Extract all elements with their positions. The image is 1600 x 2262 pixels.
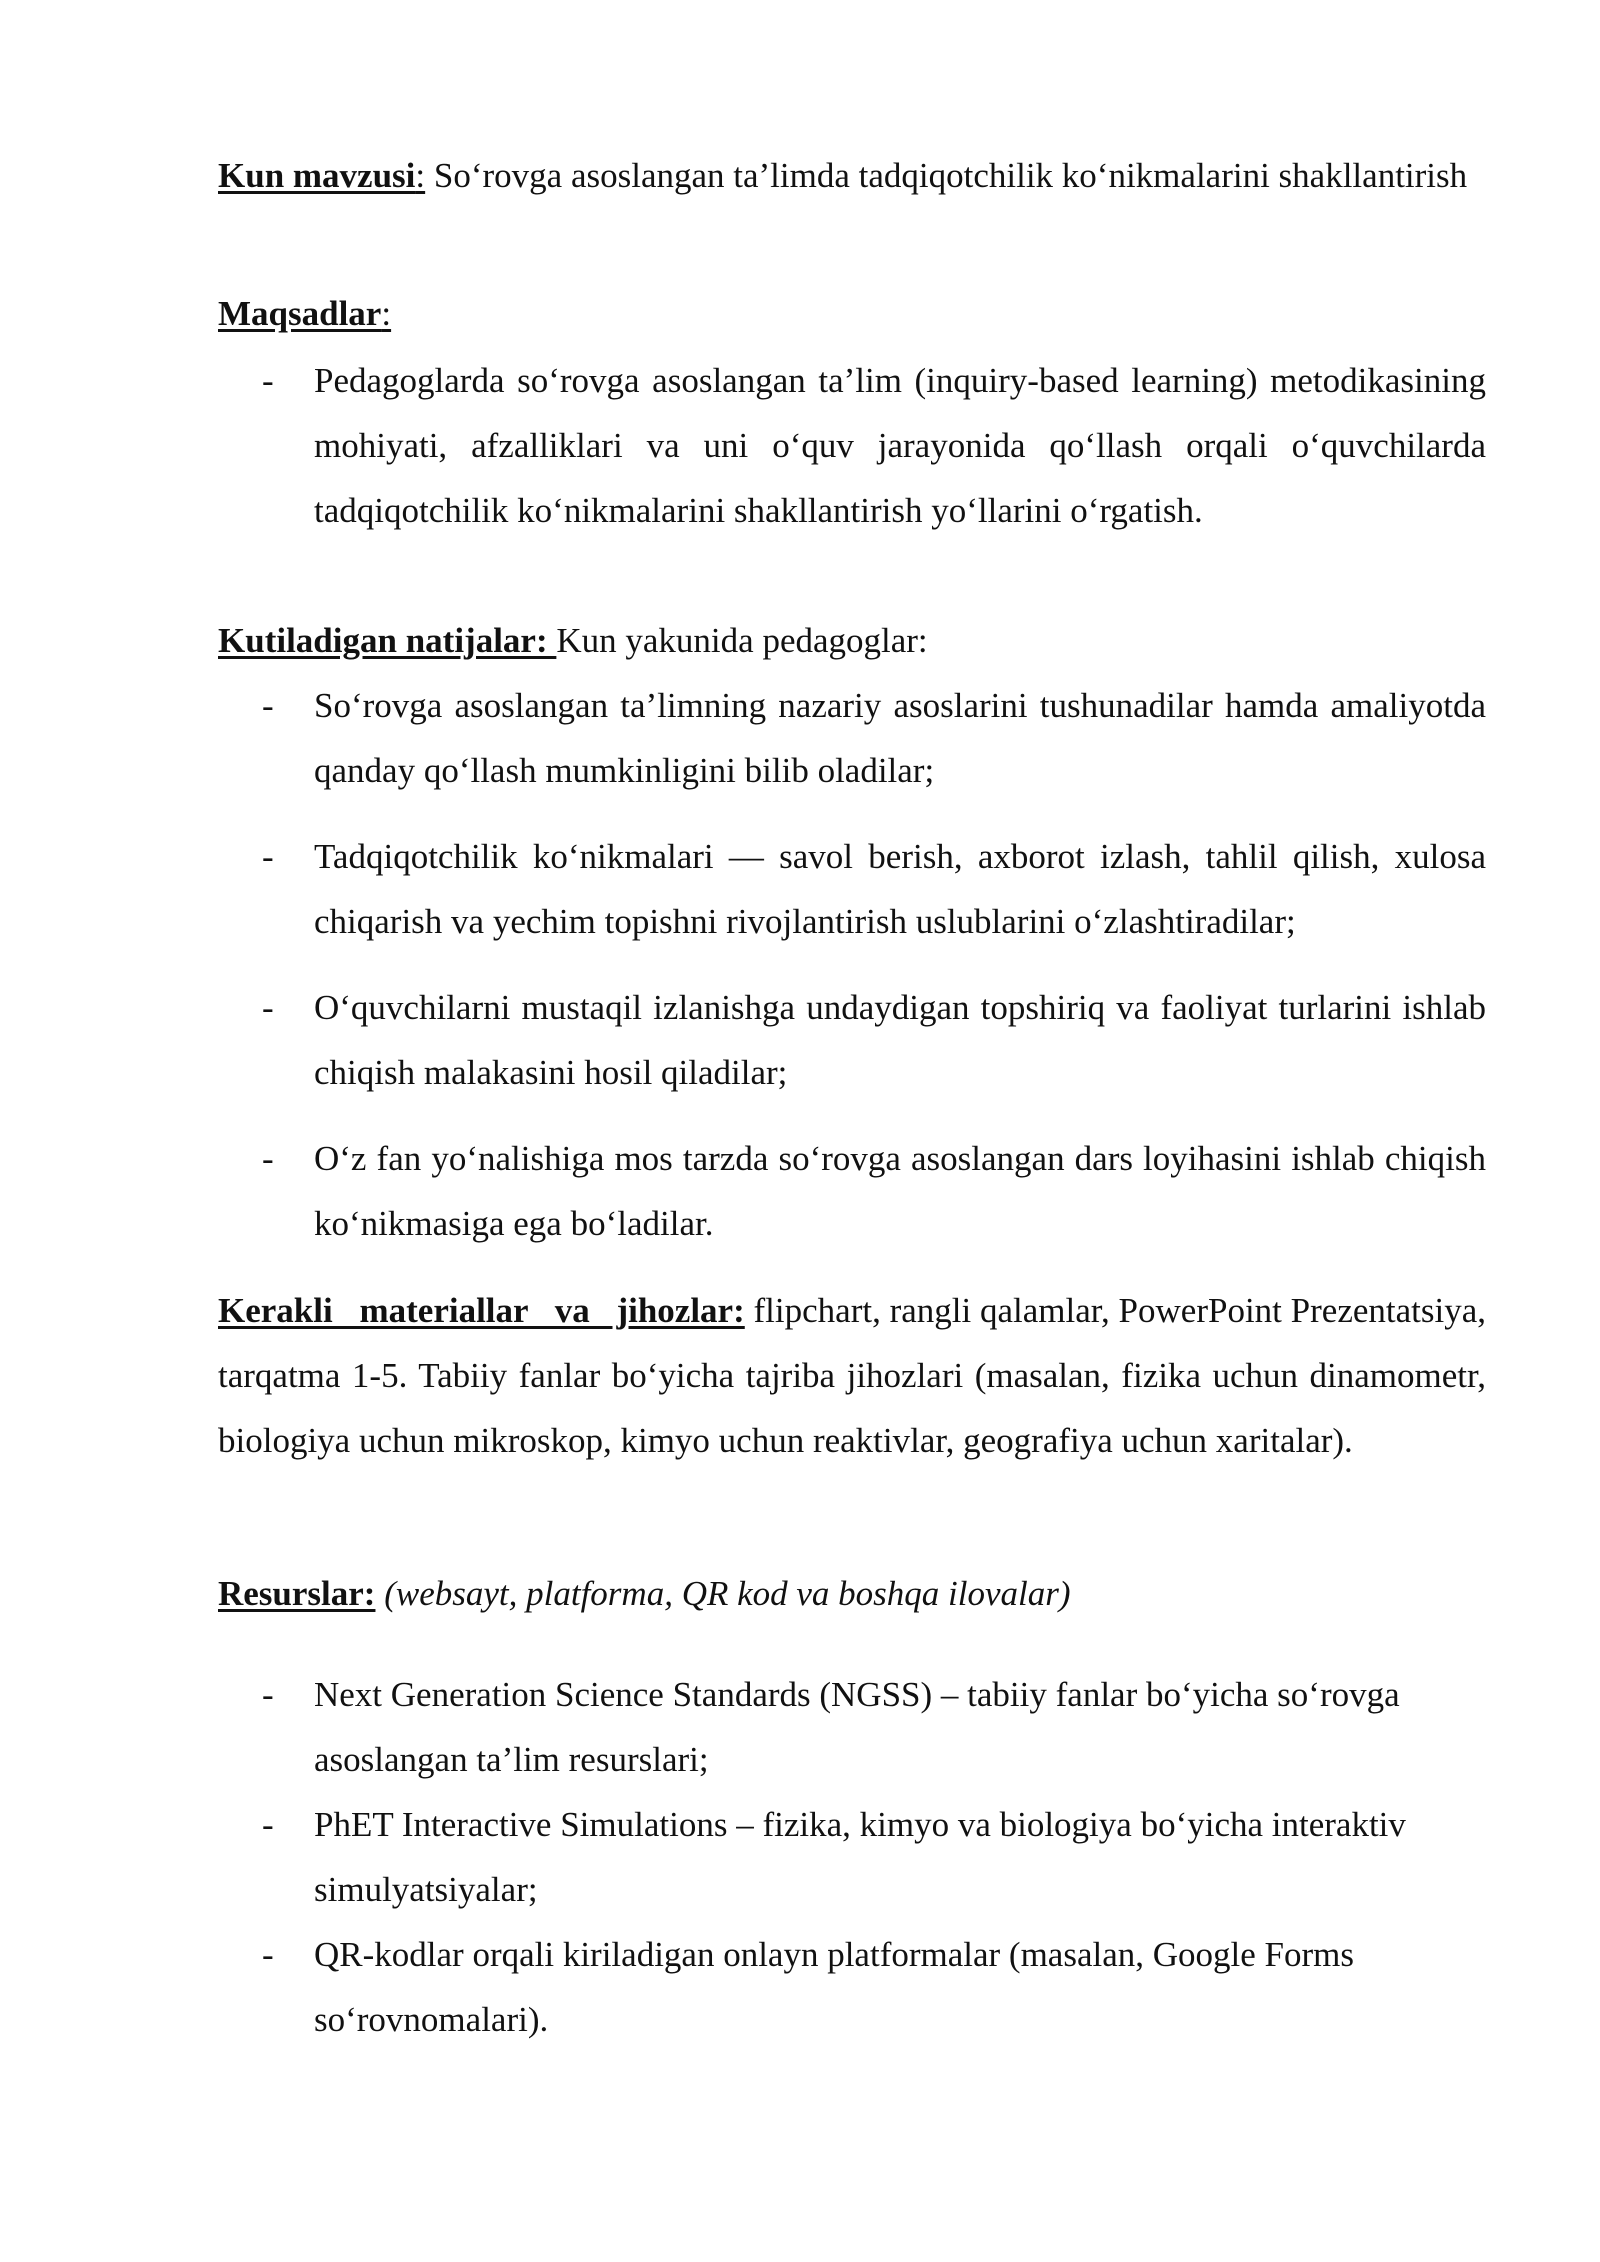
goals-heading <box>218 281 1486 346</box>
resources-item-text: QR-kodlar orqali kiriladigan onlayn platformalar (masalan, Google Forms so‘rovnomalari). <box>314 1935 1355 2039</box>
outcomes-list-item <box>262 673 1486 803</box>
outcomes-list-item <box>262 824 1486 954</box>
resources-item-text: PhET Interactive Simulations – fizika, kimyo va biologiya bo‘yicha interaktiv simulyatsiyalar; <box>314 1805 1406 1909</box>
goals-label-colon: : <box>381 294 392 333</box>
topic-paragraph <box>218 143 1486 208</box>
bullet-dash: - <box>262 1935 274 1974</box>
bullet-dash: - <box>262 1139 274 1178</box>
outcomes-label: Kutiladigan natijalar: <box>218 621 557 660</box>
outcomes-intro-text: Kun yakunida pedagoglar: <box>556 621 928 660</box>
bullet-dash: - <box>262 1805 274 1844</box>
goals-list-item <box>262 348 1486 543</box>
resources-list-item <box>262 1662 1486 1792</box>
materials-paragraph <box>218 1278 1486 1473</box>
bullet-dash: - <box>262 837 274 876</box>
outcomes-item-text: So‘rovga asoslangan ta’limning nazariy asoslarini tushunadilar hamda amaliyotda qanday qo‘llash mumkinligini bilib oladilar; <box>314 686 1486 790</box>
topic-label-colon: : <box>415 156 426 195</box>
bullet-dash: - <box>262 1675 274 1714</box>
resources-list-item <box>262 1792 1486 1922</box>
outcomes-item-text: O‘quvchilarni mustaqil izlanishga undaydigan topshiriq va faoliyat turlarini ishlab chiqish malakasini hosil qiladilar; <box>314 988 1486 1092</box>
resources-list-item <box>262 1922 1486 2052</box>
goals-label: Maqsadlar <box>218 294 382 333</box>
outcomes-list-item <box>262 1126 1486 1256</box>
goals-item-text: Pedagoglarda so‘rovga asoslangan ta’lim (inquiry-based learning) metodikasining mohiyati, afzalliklari va uni o‘quv jarayonida qo‘llash orqali o‘quvchilarda tadqiqotchilik ko‘nikmalarini shakllantirish yo‘llarini o‘rgatish. <box>314 361 1486 530</box>
resources-note: (websayt, platforma, QR kod va boshqa ilovalar) <box>375 1574 1071 1613</box>
outcomes-list-item <box>262 975 1486 1105</box>
bullet-dash: - <box>262 361 274 400</box>
topic-text: So‘rovga asoslangan ta’limda tadqiqotchilik ko‘nikmalarini shakllantirish <box>425 156 1468 195</box>
outcomes-item-text: O‘z fan yo‘nalishiga mos tarzda so‘rovga asoslangan dars loyihasini ishlab chiqish ko‘nikmasiga ega bo‘ladilar. <box>314 1139 1486 1243</box>
outcomes-heading <box>218 608 1486 673</box>
topic-label: Kun mavzusi <box>218 156 416 195</box>
bullet-dash: - <box>262 988 274 1027</box>
bullet-dash: - <box>262 686 274 725</box>
materials-text: flipchart, rangli qalamlar, PowerPoint Prezentatsiya, tarqatma 1-5. Tabiiy fanlar bo‘yicha tajriba jihozlari (masalan, fizika uchun dinamometr, biologiya uchun mikroskop, kimyo uchun reaktivlar, geografiya uchun xaritalar). <box>218 1291 1486 1460</box>
resources-label: Resurslar: <box>218 1574 376 1613</box>
resources-item-text: Next Generation Science Standards (NGSS) – tabiiy fanlar bo‘yicha so‘rovga asoslangan ta’lim resurslari; <box>314 1675 1400 1779</box>
materials-label: Kerakli materiallar va jihozlar: <box>218 1291 745 1330</box>
resources-heading <box>218 1561 1486 1626</box>
outcomes-item-text: Tadqiqotchilik ko‘nikmalari — savol berish, axborot izlash, tahlil qilish, xulosa chiqarish va yechim topishni rivojlantirish uslublarini o‘zlashtiradilar; <box>314 837 1486 941</box>
